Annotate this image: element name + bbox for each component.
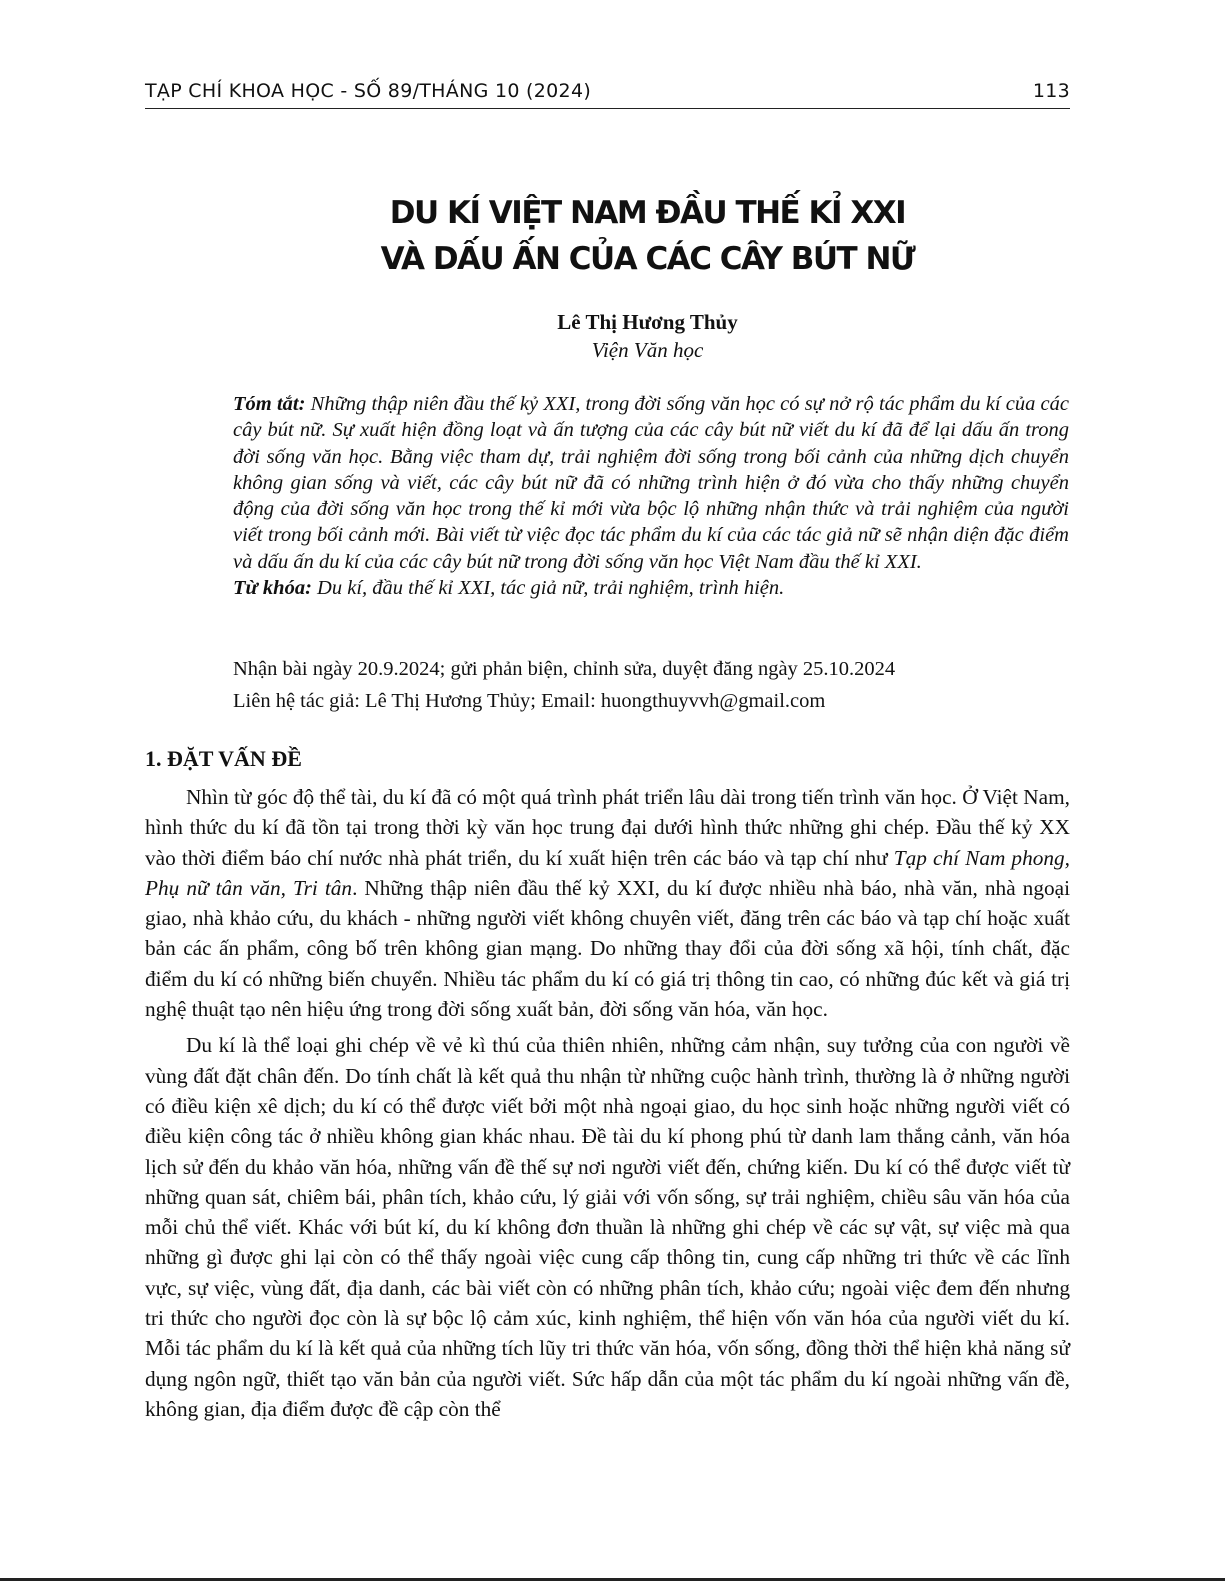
abstract [233, 391, 1069, 601]
title-line-2: VÀ DẤU ẤN CỦA CÁC CÂY BÚT NỮ [380, 241, 915, 277]
article-meta [233, 653, 1069, 717]
abstract-label: Tóm tắt: [233, 393, 306, 415]
section-heading: 1. ĐẶT VẤN ĐỀ [145, 746, 302, 771]
abstract-text: Những thập niên đầu thế kỷ XXI, trong đời sống văn học có sự nở rộ tác phẩm du kí của các cây bút nữ. Sự xuất hiện đồng loạt và ấn tượng của các cây bút nữ viết du kí đã để lại dấu ấn trong đời sống văn học. Bằng việc tham dự, trải nghiệm đời sống trong bối cảnh của những dịch chuyển không gian sống và viết, các cây bút nữ đã có những trình hiện ở đó vừa cho thấy những chuyển động của đời sống văn học trong thế kỉ mới vừa bộc lộ những nhận thức và trải nghiệm của người viết trong bối cảnh mới. Bài viết từ việc đọc tác phẩm du kí của các tác giả nữ sẽ nhận diện đặc điểm và dấu ấn du kí của các cây bút nữ trong đời sống văn học Việt Nam đầu thế kỉ XXI. [233, 393, 1070, 573]
p1-text-a: Nhìn từ góc độ thể tài, du kí đã có một quá trình phát triển lâu dài trong tiến trình văn học. Ở Việt Nam, hình thức du kí đã tồn tại trong thời kỳ văn học trung đại dưới hình thức những ghi chép. Đầu thế kỷ XX vào thời điểm báo chí nước nhà phát triển, du kí xuất hiện trên các báo và tạp chí như [145, 785, 1070, 870]
keywords-line [233, 575, 1069, 601]
author-affiliation: Viện Văn học [591, 338, 704, 362]
keywords-text: Du kí, đầu thế kỉ XXI, tác giả nữ, trải nghiệm, trình hiện. [317, 577, 785, 600]
author-name: Lê Thị Hương Thủy [557, 310, 738, 334]
keywords-label: Từ khóa: [233, 577, 312, 600]
received-dates: Nhận bài ngày 20.9.2024; gửi phản biện, chỉnh sửa, duyệt đăng ngày 25.10.2024 [233, 658, 896, 680]
body-text [145, 782, 1070, 1424]
page-number: 113 [1032, 80, 1070, 102]
title-line-1: DU KÍ VIỆT NAM ĐẦU THẾ KỈ XXI [389, 195, 906, 231]
p1-text-b: . Những thập niên đầu thế kỷ XXI, du kí được nhiều nhà báo, nhà văn, nhà ngoại giao, nhà khảo cứu, du khách - những người viết không chuyên viết, đăng trên các báo và tạp chí hoặc xuất bản các ấn phẩm, công bố trên không gian mạng. Do những thay đổi của đời sống xã hội, tính chất, đặc điểm du kí có những biến chuyển. Nhiều tác phẩm du kí có giá trị thông tin cao, có những đúc kết và giá trị nghệ thuật tạo nên hiệu ứng trong đời sống xuất bản, đời sống văn hóa, văn học. [145, 875, 1070, 1022]
journal-name: TẠP CHÍ KHOA HỌC - SỐ 89/THÁNG 10 (2024) [145, 80, 592, 102]
page-bottom-rule [0, 1578, 1225, 1581]
body-paragraph-1 [145, 782, 1070, 1024]
p1-journals-italic: Tạp chí Nam phong, Phụ nữ tân văn, Tri tân [145, 845, 1071, 900]
abstract-paragraph [233, 391, 1069, 575]
body-paragraph-2: Du kí là thể loại ghi chép về vẻ kì thú của thiên nhiên, những cảm nhận, suy tưởng của con người về vùng đất đặt chân đến. Do tính chất là kết quả thu nhận từ những cuộc hành trình, thường là ở những người có điều kiện xê dịch; du kí có thể được viết bởi một nhà ngoại giao, du học sinh hoặc những người viết có điều kiện công tác ở nhiều không gian khác nhau. Đề tài du kí phong phú từ danh lam thắng cảnh, văn hóa lịch sử đến du khảo văn hóa, những vấn đề thế sự nơi người viết đến, chứng kiến. Du kí có thể được viết từ những quan sát, chiêm bái, phân tích, khảo cứu, lý giải với vốn sống, sự trải nghiệm, chiều sâu văn hóa của mỗi chủ thể viết. Khác với bút kí, du kí không đơn thuần là những ghi chép về các sự vật, sự việc mà qua những gì được ghi lại còn có thể thấy ngoài việc cung cấp thông tin, cung cấp những tri thức về các lĩnh vực, sự việc, vùng đất, địa danh, các bài viết còn có những phân tích, khảo cứu; ngoài việc đem đến nhưng tri thức cho người đọc còn là sự bộc lộ cảm xúc, kinh nghiệm, thể hiện vốn văn hóa của người viết du kí. Mỗi tác phẩm du kí là kết quả của những tích lũy tri thức văn hóa, vốn sống, đồng thời thể hiện khả năng sử dụng ngôn ngữ, thiết tạo văn bản của người viết. Sức hấp dẫn của một tác phẩm du kí ngoài những vấn đề, không gian, địa điểm được đề cập còn thể [145, 1033, 1070, 1421]
running-header [145, 80, 1070, 109]
author-contact: Liên hệ tác giả: Lê Thị Hương Thủy; Email: huongthuyvvh@gmail.com [233, 690, 826, 712]
article-title [145, 190, 1150, 282]
